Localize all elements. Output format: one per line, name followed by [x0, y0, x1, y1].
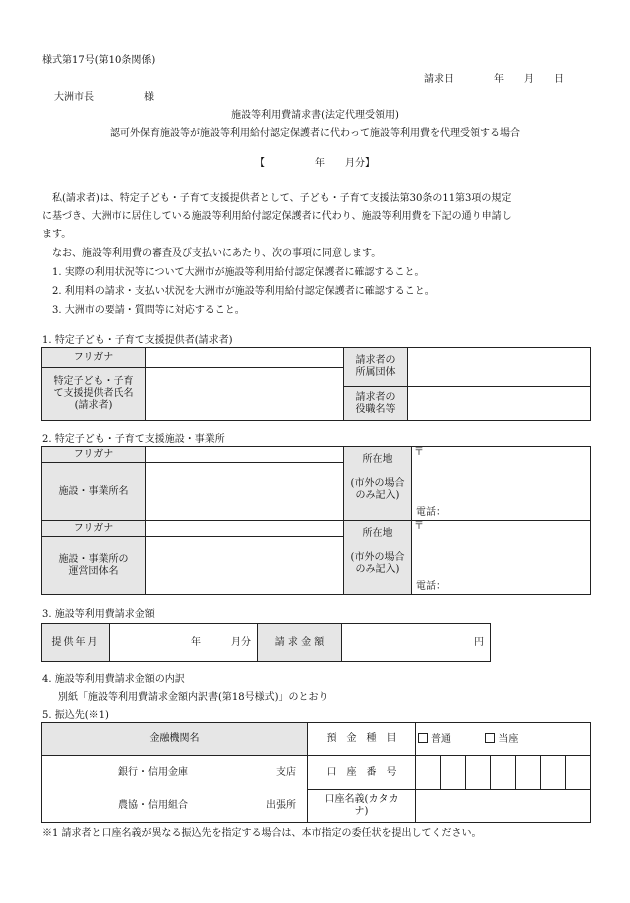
account-number-label: 口 座 番 号: [308, 756, 416, 790]
footnote: ※1 請求者と口座名義が異なる振込先を指定する場合は、本市指定の委任状を提出してください。: [42, 828, 482, 839]
requester-position-input[interactable]: [408, 387, 591, 421]
deposit-type-options: [416, 723, 591, 756]
section3-heading: 3. 施設等利用費請求金額: [42, 609, 155, 620]
requester-org-label: 請求者の 所属団体: [344, 348, 408, 387]
postal-mark: 〒: [414, 447, 424, 458]
requester-position-label: 請求者の 役職名等: [344, 387, 408, 421]
facility-table: [41, 446, 591, 595]
bank-type-line-1: 銀行・信用金庫: [118, 767, 188, 778]
operator-furigana-input[interactable]: [146, 521, 344, 537]
consent-item-1: 1. 実際の利用状況等について大洲市が施設等利用給付認定保護者に確認すること。: [52, 267, 425, 278]
section4-heading: 4. 施設等利用費請求金額の内訳: [42, 674, 185, 685]
operator-location-input[interactable]: [412, 521, 591, 595]
facility-location-input[interactable]: [412, 447, 591, 521]
section2-heading: 2. 特定子ども・子育て支援施設・事業所: [42, 434, 225, 445]
bank-name-input[interactable]: [42, 756, 308, 823]
bank-table: [41, 722, 591, 823]
provider-furigana-input[interactable]: [146, 348, 344, 368]
office-label: 出張所: [266, 800, 296, 811]
document-subtitle: 認可外保育施設等が施設等利用給付認定保護者に代わって施設等利用費を代理受領する場合: [110, 128, 520, 139]
facility-location-label: 所在地 (市外の場合 のみ記入): [344, 447, 412, 521]
declaration-line-2: に基づき、大洲市に居住している施設等利用給付認定保護者に代わり、施設等利用費を下記の通り申請し: [42, 211, 512, 222]
declaration-line-3: ます。: [42, 229, 72, 240]
account-holder-input[interactable]: [416, 790, 591, 823]
addressee: 大洲市長 様: [54, 92, 154, 103]
provision-month-label: 提供年月: [42, 624, 110, 662]
provision-month-input[interactable]: 年 月分: [110, 624, 258, 662]
consent-item-2: 2. 利用料の請求・支払い状況を大洲市が施設等利用給付認定保護者に確認すること。: [52, 286, 435, 297]
branch-label: 支店: [276, 767, 296, 778]
operator-location-label: 所在地 (市外の場合 のみ記入): [344, 521, 412, 595]
futsu-checkbox[interactable]: 普通: [418, 734, 451, 745]
request-date: 請求日 年 月 日: [424, 74, 564, 85]
breakdown-note: 別紙「施設等利用費請求金額内訳書(第18号様式)」のとおり: [58, 692, 329, 703]
bank-type-line-2: 農協・信用組合: [118, 800, 188, 811]
billing-period: 【 年 月分】: [255, 158, 375, 169]
postal-mark: 〒: [414, 521, 424, 532]
section5-heading: 5. 振込先(※1): [42, 710, 109, 721]
operator-furigana-label: フリガナ: [42, 521, 146, 537]
operator-name-label: 施設・事業所の 運営団体名: [42, 537, 146, 595]
operator-name-input[interactable]: [146, 537, 344, 595]
bank-name-label: 金融機関名: [42, 723, 308, 756]
facility-name-input[interactable]: [146, 463, 344, 521]
operator-phone-label: 電話：: [416, 581, 446, 592]
consent-item-3: 3. 大洲市の要請・質問等に対応すること。: [52, 305, 245, 316]
touza-checkbox[interactable]: 当座: [485, 734, 518, 745]
consent-intro: なお、施設等利用費の審査及び支払いにあたり、次の事項に同意します。: [52, 248, 382, 259]
facility-furigana-input[interactable]: [146, 447, 344, 463]
amount-table: [41, 623, 491, 662]
form-number: 様式第17号(第10条関係): [42, 55, 156, 66]
document-title: 施設等利用費請求書(法定代理受領用): [231, 110, 399, 121]
facility-phone-label: 電話：: [416, 507, 446, 518]
request-amount-label: 請 求 金 額: [258, 624, 342, 662]
deposit-type-label: 預 金 種 目: [308, 723, 416, 756]
account-number-input[interactable]: [416, 756, 591, 790]
facility-furigana-label: フリガナ: [42, 447, 146, 463]
provider-table: [41, 347, 591, 421]
furigana-label: フリガナ: [42, 348, 146, 368]
section1-heading: 1. 特定子ども・子育て支援提供者(請求者): [42, 335, 233, 346]
account-holder-label: 口座名義(カタカ ナ): [308, 790, 416, 823]
request-amount-input[interactable]: 円: [342, 624, 491, 662]
provider-name-label: 特定子ども・子育 て支援提供者氏名 (請求者): [42, 368, 146, 421]
declaration-line-1: 私(請求者)は、特定子ども・子育て支援提供者として、子ども・子育て支援法第30条の11第3項の規定: [52, 193, 512, 204]
requester-org-input[interactable]: [408, 348, 591, 387]
facility-name-label: 施設・事業所名: [42, 463, 146, 521]
provider-name-input[interactable]: [146, 368, 344, 421]
